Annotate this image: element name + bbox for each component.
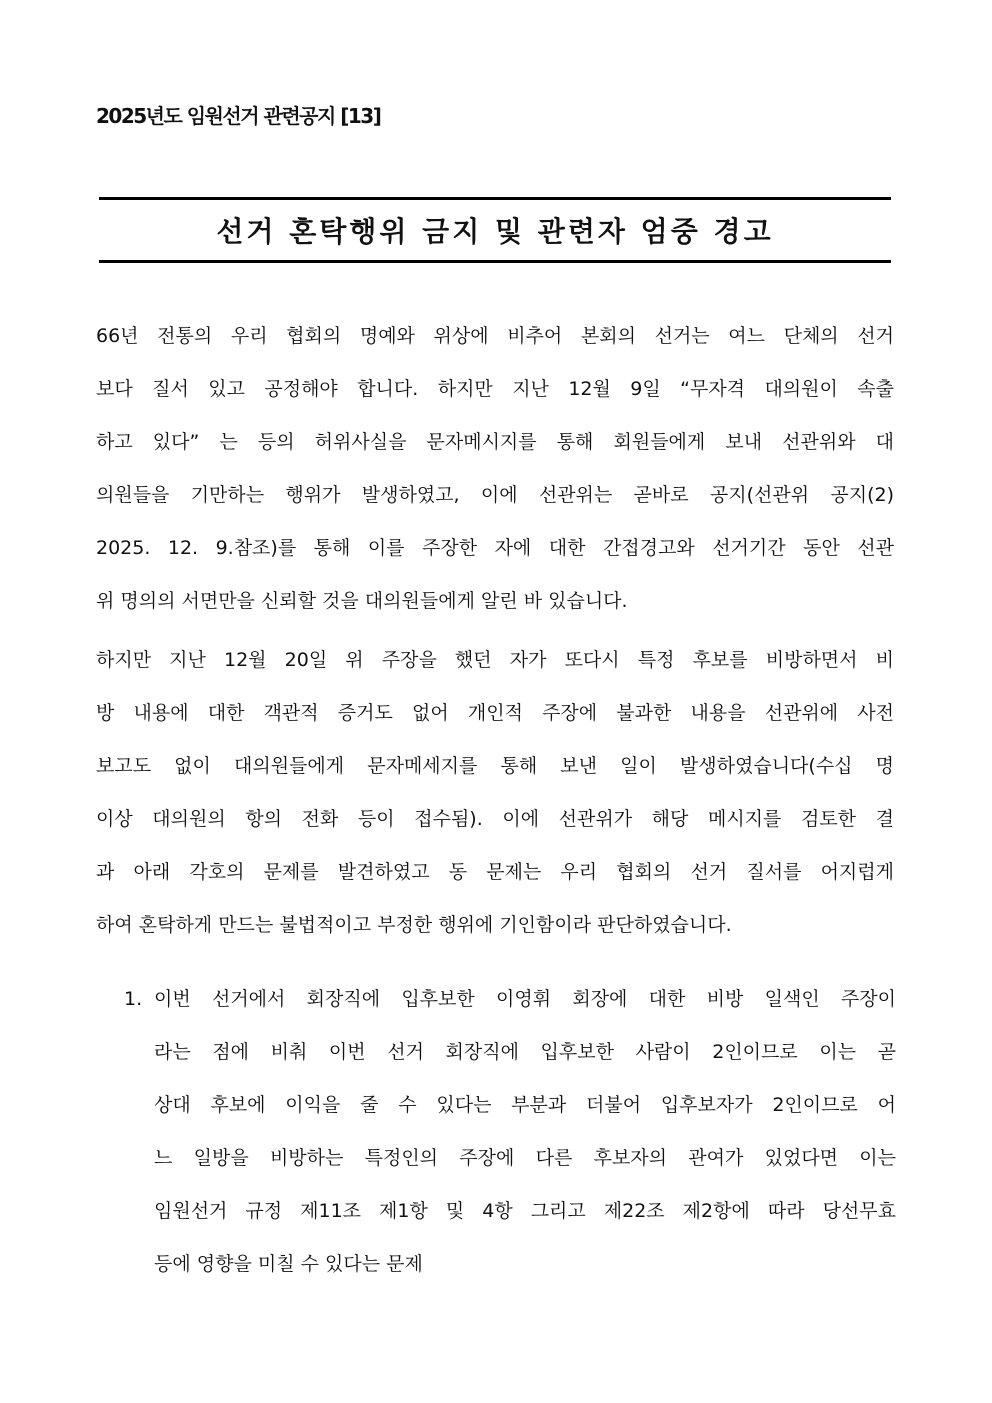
list-item-line: 임원선거 규정 제11조 제1항 및 4항 그리고 제22조 제2항에 따라 당선무효 (154, 1200, 896, 1222)
paragraph-2 (96, 634, 894, 952)
paragraph-1 (96, 310, 894, 628)
list-item-line: 라는 점에 비춰 이번 선거 회장직에 입후보한 사람이 2인이므로 이는 곧 (154, 1041, 896, 1063)
paragraph-line: 하여 혼탁하게 만드는 불법적이고 부정한 행위에 기인함이라 판단하였습니다. (96, 914, 732, 936)
paragraph-line: 방 내용에 대한 객관적 증거도 없어 개인적 주장에 불과한 내용을 선관위에 사전 (96, 702, 894, 724)
paragraph-line: 위 명의의 서면만을 신뢰할 것을 대의원들에게 알린 바 있습니다. (96, 590, 628, 612)
list-item-number: 1. (124, 988, 143, 1010)
list-item-body (154, 973, 896, 1291)
document-title: 선거 혼탁행위 금지 및 관련자 엄중 경고 (216, 215, 774, 248)
paragraph-line: 2025. 12. 9.참조)를 통해 이를 주장한 자에 대한 간접경고와 선거기간 동안 선관 (96, 537, 894, 559)
list-item-line: 상대 후보에 이익을 줄 수 있다는 부분과 더불어 입후보자가 2인이므로 어 (154, 1094, 896, 1116)
paragraph-line: 이상 대의원의 항의 전화 등이 접수됨). 이에 선관위가 해당 메시지를 검토한 결 (96, 808, 894, 830)
list-item-line: 느 일방을 비방하는 특정인의 주장에 다른 후보자의 관여가 있었다면 이는 (154, 1147, 896, 1169)
paragraph-line: 과 아래 각호의 문제를 발견하였고 동 문제는 우리 협회의 선거 질서를 어지럽게 (96, 861, 894, 883)
list-item-line: 이번 선거에서 회장직에 입후보한 이영휘 회장에 대한 비방 일색인 주장이 (154, 988, 896, 1010)
paragraph-line: 보다 질서 있고 공정해야 합니다. 하지만 지난 12월 9일 “무자격 대의원이 속출 (96, 378, 894, 400)
paragraph-line: 66년 전통의 우리 협회의 명예와 위상에 비추어 본회의 선거는 여느 단체의 선거 (96, 325, 894, 347)
paragraph-line: 하고 있다” 는 등의 허위사실을 문자메시지를 통해 회원들에게 보내 선관위와 대 (96, 431, 894, 453)
paragraph-line: 의원들을 기만하는 행위가 발생하였고, 이에 선관위는 곧바로 공지(선관위 공지(2) (96, 484, 894, 506)
paragraph-line: 보고도 없이 대의원들에게 문자메세지를 통해 보낸 일이 발생하였습니다(수십 명 (96, 755, 894, 777)
notice-label: 2025년도 임원선거 관련공지 [13] (96, 104, 381, 128)
paragraph-line: 하지만 지난 12월 20일 위 주장을 했던 자가 또다시 특정 후보를 비방하면서 비 (96, 649, 894, 671)
list-item-line: 등에 영향을 미칠 수 있다는 문제 (154, 1253, 423, 1275)
title-box (99, 197, 891, 263)
